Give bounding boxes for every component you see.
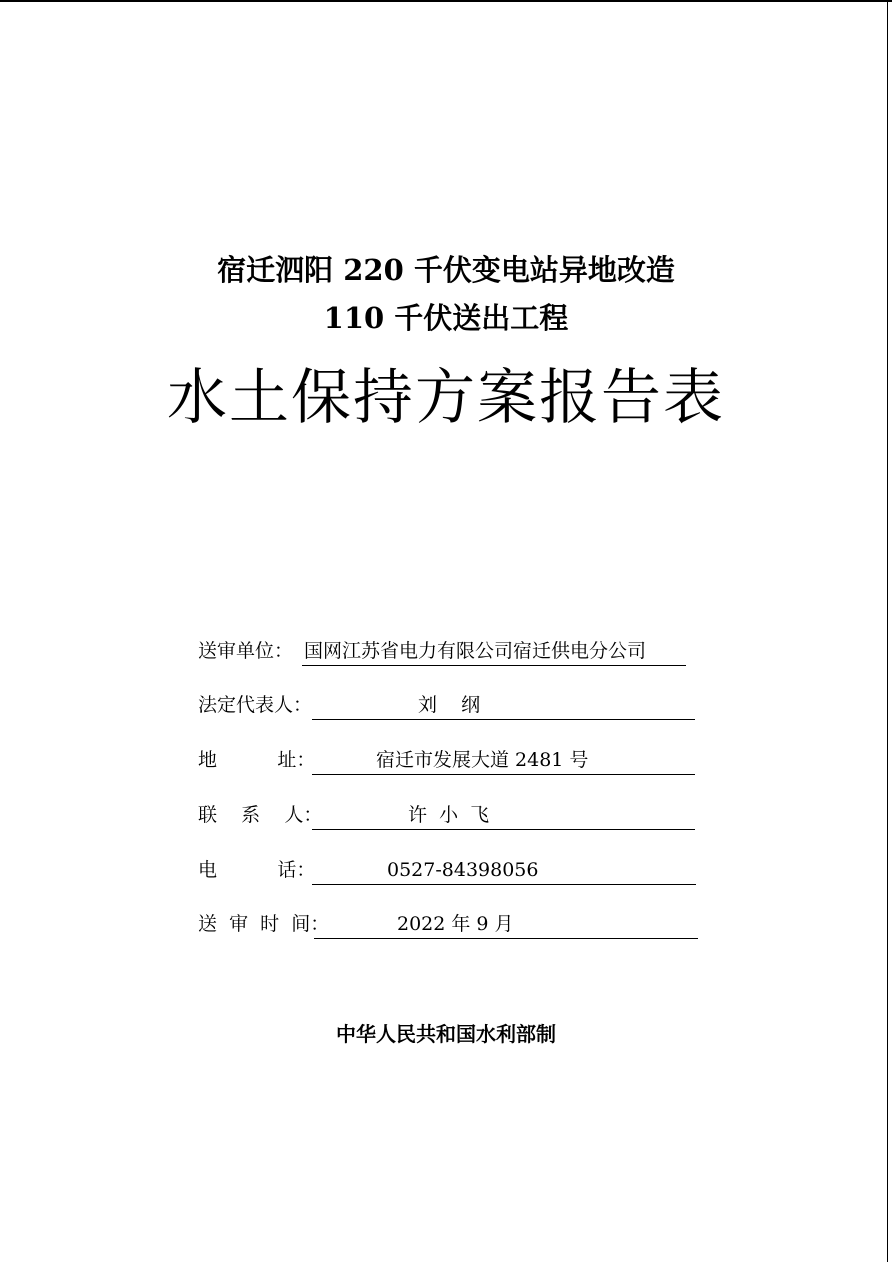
field-value-submission-time: 2022 年 9 月 bbox=[397, 913, 514, 935]
field-submission-time bbox=[198, 909, 700, 939]
page-right-border bbox=[887, 0, 888, 1262]
project-title-line-1: 宿迁泗阳 220 千伏变电站异地改造 bbox=[217, 253, 675, 287]
field-value-phone: 0527-84398056 bbox=[387, 859, 539, 881]
field-submitting-unit bbox=[198, 636, 698, 666]
field-value-address: 宿迁市发展大道 2481 号 bbox=[376, 749, 589, 771]
field-value-legal-representative: 刘 纲 bbox=[418, 694, 481, 716]
project-title-line-2: 110 千伏送出工程 bbox=[323, 301, 569, 335]
field-value-contact-person: 许 小 飞 bbox=[408, 804, 490, 826]
field-value-submitting-unit: 国网江苏省电力有限公司宿迁供电分公司 bbox=[304, 640, 647, 662]
field-label-legal-representative: 法定代表人： bbox=[198, 694, 313, 716]
field-underline bbox=[312, 690, 695, 720]
page-top-border bbox=[0, 0, 892, 2]
field-address bbox=[198, 745, 698, 775]
field-label-submission-time: 送 审 时 间： bbox=[198, 913, 330, 935]
field-label-submitting-unit: 送审单位： bbox=[198, 640, 294, 662]
report-main-title: 水土保持方案报告表 bbox=[167, 363, 725, 433]
field-phone bbox=[198, 855, 698, 885]
field-contact-person bbox=[198, 800, 698, 830]
field-label-address: 地 址： bbox=[198, 749, 316, 771]
field-label-phone: 电 话： bbox=[198, 859, 316, 881]
field-legal-representative bbox=[198, 690, 698, 720]
field-label-contact-person: 联 系 人： bbox=[198, 804, 323, 826]
field-underline bbox=[312, 800, 695, 830]
issuing-organization: 中华人民共和国水利部制 bbox=[336, 1022, 556, 1046]
